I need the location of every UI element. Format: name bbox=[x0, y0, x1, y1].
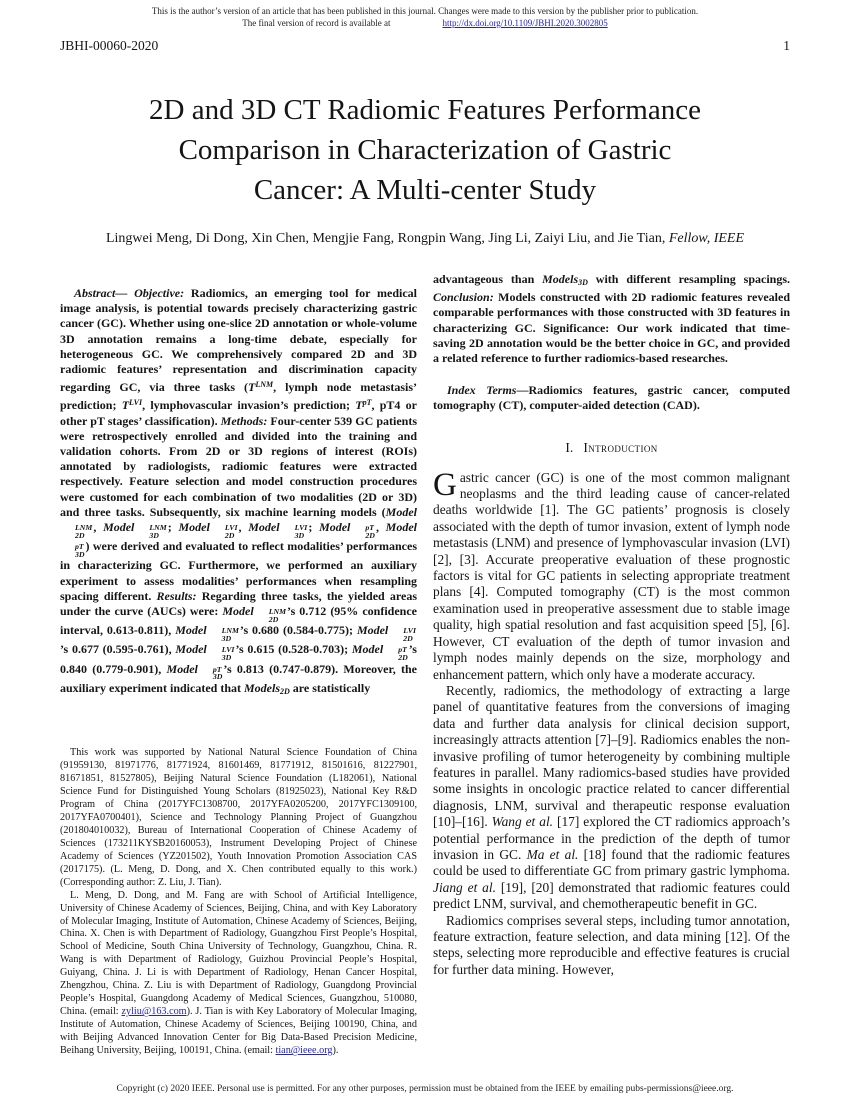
two-column-body bbox=[60, 272, 790, 1058]
math-subsup: pT 3D bbox=[212, 664, 223, 682]
text-run: Methods: bbox=[220, 413, 268, 428]
text-run: , pT4 or other pT stages’ classification). bbox=[60, 398, 417, 428]
running-head bbox=[0, 29, 850, 54]
publisher-notice bbox=[0, 0, 850, 29]
text-run: Model bbox=[175, 623, 207, 638]
text-run: Results: bbox=[156, 588, 197, 603]
notice-line-2-text: The final version of record is available at bbox=[242, 18, 391, 28]
text-run: Radiomics, an emerging tool for medical image analysis, is potential towards precisely characterizing gastric cancer (GC). Whether using one-slice 2D annotation or whole-volume 3D annotation remains a long-time debate, especially for heterogeneous GC. We comprehensively compared 2D and 3D radiomic features’ representation and discrimination capacity regarding GC, via three tasks ( bbox=[60, 286, 417, 395]
intro-paragraph-1 bbox=[433, 466, 790, 683]
left-column bbox=[60, 272, 417, 1058]
text-run: ; bbox=[167, 520, 179, 535]
text-run: ). J. Tian is with Key Laboratory of Molecular Imaging, Institute of Automation, Chinese Academy of Sciences, Beijing 100190, China, and with Beijing Advanced Innovation Center for Big Data-Based Precision Medicine, Beihang University, Beijing, 100191, China. (email: bbox=[60, 1006, 418, 1057]
paper-title-line-3: Cancer: A Multi-center Study bbox=[253, 174, 597, 206]
text-run: Fellow, IEEE bbox=[668, 231, 745, 246]
text-run: T bbox=[355, 398, 363, 413]
paper-title-line-2: Comparison in Characterization of Gastric bbox=[178, 134, 672, 166]
math-subsup: LVI 2D bbox=[224, 523, 238, 540]
paper-title bbox=[40, 90, 810, 210]
text-run: Model bbox=[351, 642, 384, 657]
text-run: T bbox=[248, 380, 256, 395]
text-run: Recently, radiomics, the methodology of extracting a large panel of quantitative features from the conversions of imaging data and further data analysis for clinical decision support, increasingly attracts attention [7]–[9]. Radiomics enables the non-invasive profiling of tumor heterogeneity by combining multiple features in parallel. Many radiomics-based studies have provided some insights in oncologic practice related to cancer differential diagnosis, LNM, survival and therapeutic response evaluation [10]–[16]. bbox=[433, 682, 790, 830]
text-run: LVI bbox=[129, 398, 143, 408]
page-number: 1 bbox=[783, 38, 790, 53]
text-run: G bbox=[433, 466, 457, 503]
text-run: Introduction bbox=[583, 439, 658, 455]
text-run: Index Terms bbox=[447, 383, 517, 398]
copyright-footer: Copyright (c) 2020 IEEE. Personal use is permitted. For any other purposes, permission must be obtained from the IEEE by emailing pubs-permissions@ieee.org. bbox=[116, 1084, 734, 1094]
text-run: Abstract— Objective: bbox=[74, 286, 185, 300]
math-subsup: pT 2D bbox=[398, 645, 408, 662]
text-run: , bbox=[238, 520, 249, 535]
math-subsup: pT 3D bbox=[75, 542, 85, 559]
text-run: Wang et al. bbox=[491, 814, 554, 830]
text-run: T bbox=[121, 398, 130, 413]
text-run: —Radiomics features, gastric cancer, computed tomography (CT), computer-aided detection (CAD). bbox=[433, 383, 790, 413]
text-run: ) were derived and evaluated to reflect modalities’ performances in characterizing GC. Furthermore, we performed an auxiliary experiment to assess modalities’ performances when resampling spacing different. bbox=[60, 539, 417, 603]
text-run: ’s 0.712 (95% confidence interval, 0.613-0.811), bbox=[60, 604, 417, 638]
email-link[interactable]: tian@ieee.org bbox=[275, 1045, 333, 1057]
text-run: Conclusion: bbox=[433, 290, 494, 305]
text-run: , lymphovascular invasion’s prediction; bbox=[142, 398, 356, 413]
text-run: Model bbox=[178, 520, 210, 535]
text-run: Model bbox=[356, 623, 389, 638]
text-run: , bbox=[93, 520, 104, 535]
intro-paragraph-3 bbox=[433, 913, 790, 979]
math-subsup: LNM 2D bbox=[75, 523, 93, 540]
introduction-heading bbox=[433, 440, 790, 456]
intro-paragraph-2 bbox=[433, 683, 790, 913]
notice-line-1: This is the author’s version of an article that has been published in this journal. Changes were made to this version by the publisher prior to publication. bbox=[151, 6, 699, 16]
text-run: LNM bbox=[255, 380, 274, 390]
text-run: L. Meng, D. Dong, and M. Fang are with School of Artificial Intelligence, University of Chinese Academy of Sciences, Beijing, China, and with Key Laboratory of Molecular Imaging, Institute of Automation, Chinese Academy of Sciences, Beijing, China. X. Chen is with Department of Radiology, Guangzhou First People’s Hospital, School of Medicine, South China University of Technology, Guangzhou, China. R. Wang is with Department of Radiology, Guizhou Provincial People’s Hospital, Guiyang, China. J. Li is with Department of Radiology, Henan Cancer Hospital, Zhengzhou, China. Z. Liu is with Department of Radiology, Guangdong Provincial People’s Hospital, Guangdong Academy of Medical Sciences, Guangzhou, 510080, China. (email: bbox=[60, 889, 417, 1018]
text-run: 2D bbox=[279, 686, 290, 696]
text-run: Models bbox=[243, 680, 280, 695]
text-run: ’s 0.680 (0.584-0.775); bbox=[239, 623, 357, 638]
affiliations-footnote bbox=[60, 890, 417, 1058]
text-run: Model bbox=[103, 520, 135, 535]
math-subsup: LVI 3D bbox=[294, 523, 308, 540]
email-link[interactable]: zyliu@163.com bbox=[121, 1006, 187, 1018]
math-subsup: LNM 3D bbox=[149, 523, 167, 540]
index-terms bbox=[433, 383, 790, 413]
text-run: Lingwei Meng, Di Dong, Xin Chen, Mengjie Fang, Rongpin Wang, Jing Li, Zaiyi Liu, and Jie Tian, bbox=[105, 231, 669, 246]
text-run: advantageous than bbox=[433, 272, 543, 286]
text-run: , lymph node metastasis’ prediction; bbox=[60, 380, 417, 413]
text-run: 3D bbox=[578, 278, 588, 287]
manuscript-id: JBHI-00060-2020 bbox=[60, 38, 159, 53]
math-subsup: LVI 2D bbox=[403, 626, 416, 643]
math-subsup: LNM 2D bbox=[268, 607, 287, 624]
funding-footnote: This work was supported by National Natural Science Foundation of China (91959130, 81971776, 81771924, 81601469, 81771912, 81501616, 81227901, 81671851, 81527805), Beijing Natural Science Foundation (L182061), National Science Fund for Distinguished Young Scholars (81925023), National Key R&D Program of China (2017YFC1308700, 2017YFA0205200, 2017YFC1309100, 2017YFA0700401), Science and Technology Planning Project of Guangzhou (201804010032), Bureau of International Cooperation of Chinese Academy of Sciences (173211KYSB20160053), Instrument Developing Project of Chinese Academy of Sciences (YZ201502), Youth Innovation Promotion Association CAS (2017175). (L. Meng, D. Dong, and X. Chen contributed equally to this work.) (Corresponding author: Z. Liu, J. Tian). bbox=[60, 747, 417, 888]
text-run: Ma et al. bbox=[526, 846, 579, 862]
math-subsup: pT 2D bbox=[365, 523, 375, 540]
text-run: ). bbox=[332, 1045, 339, 1057]
text-run: ’s 0.813 (0.747-0.879). Moreover, the auxiliary experiment indicated that bbox=[60, 661, 417, 695]
math-subsup: LVI 3D bbox=[221, 645, 235, 662]
text-run: Models constructed with 2D radiomic features revealed comparable performances with those constructed with 3D features in characterizing GC. Significance: Our work indicated that time-saving 2D annotation would be the better choice in GC, and provided a related reference to further radiomics-based researches. bbox=[433, 290, 790, 366]
text-run: [19], [20] demonstrated that radiomic features could predict LNM, survival, and chemotherapeutic benefit in GC. bbox=[433, 879, 790, 912]
text-run: [18] found that the radiomic features could be used to differentiate GC from primary gastric lymphoma. bbox=[433, 846, 790, 879]
text-run: I. bbox=[565, 439, 584, 455]
text-run: Model bbox=[248, 520, 280, 535]
right-column bbox=[433, 272, 790, 1058]
text-run: Model bbox=[319, 520, 351, 535]
text-run: Model bbox=[385, 504, 417, 519]
text-run: Model bbox=[175, 642, 207, 657]
text-run: Radiomics comprises several steps, including tumor annotation, feature extraction, feature selection, and data mining [12]. Of the steps, selecting more reproducible and effective features is crucial for further data mining. However, bbox=[433, 912, 790, 977]
text-run: Models bbox=[542, 272, 579, 286]
text-run: ’s 0.615 (0.528-0.703); bbox=[235, 642, 352, 657]
text-run: Four-center 539 GC patients were retrospectively enrolled and divided into the training and validation cohorts. From 2D or 3D regions of interest (ROIs) annotated by radiologists, radiomic features were extracted respectively. Feature selection and model construction procedures were customed for each combination of two modalities (2D or 3D) and three tasks. Subsequently, six machine learning models ( bbox=[60, 413, 417, 519]
text-run: Jiang et al. bbox=[433, 879, 496, 895]
text-run: ; bbox=[308, 520, 320, 535]
text-run: ’s 0.840 (0.779-0.901), bbox=[60, 642, 417, 676]
paper-title-line-1: 2D and 3D CT Radiomic Features Performance bbox=[149, 94, 701, 126]
abstract-continuation bbox=[433, 272, 790, 366]
text-run: are statistically bbox=[289, 680, 371, 695]
text-run: Model bbox=[222, 604, 254, 619]
text-run: ’s 0.677 (0.595-0.761), bbox=[60, 642, 176, 657]
text-run: Model bbox=[166, 661, 198, 676]
text-run: pT bbox=[362, 398, 372, 408]
abstract-paragraph bbox=[60, 286, 417, 699]
text-run: [17] explored the CT radiomics approach’s potential performance in the prediction of the depth of tumor invasion in GC. bbox=[433, 814, 790, 862]
text-run: , bbox=[375, 520, 386, 535]
text-run: Regarding three tasks, the yielded areas under the curve (AUCs) were: bbox=[60, 588, 417, 619]
doi-link[interactable]: http://dx.doi.org/10.1109/JBHI.2020.3002805 bbox=[442, 18, 608, 28]
authors-line bbox=[0, 230, 850, 248]
text-run: with different resampling spacings. bbox=[587, 272, 790, 286]
text-run: Model bbox=[385, 520, 418, 535]
text-run: astric cancer (GC) is one of the most common malignant neoplasms and the third leading cause of cancer-related deaths worldwide [1]. The GC patients’ prognosis is closely associated with the depth of tumor invasion, extent of lymph node metastasis (LNM) and presence of lymphovascular invasion (LVI) [2], [3]. Accurate preoperative evaluation of these prognostic factors is vital for GC patients in selecting appropriate treatment plans [4]. Computed tomography (CT) is the most common examination used in preoperative assessment due to stable image quality, high spatial resolution and fast acquisition speed [5], [6]. However, CT evaluation of the depth of tumor invasion and lymph nodes mainly depends on the size, morphology and enhancement pattern, which only have a moderate accuracy. bbox=[433, 469, 790, 682]
first-page-footnote bbox=[60, 747, 417, 1058]
notice-line-2 bbox=[0, 17, 850, 29]
math-subsup: LNM 3D bbox=[221, 626, 239, 643]
